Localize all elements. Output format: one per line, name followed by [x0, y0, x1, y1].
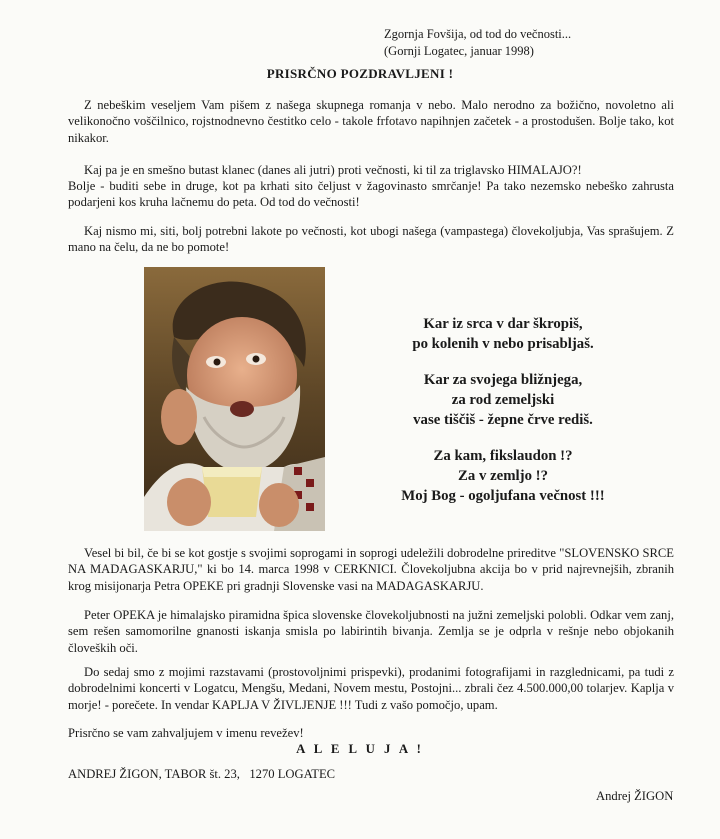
poem-line: Za kam, fikslaudon !?: [433, 448, 573, 464]
paragraph-6: Peter OPEKA je himalajsko piramidna špica slovenske človekoljubnosti na južni zemeljski polobli. Odkar vem zanj, sem rešen samomorilne gnanosti iskanja smisla po labirintih bivanja. Zemlja se je odprla v rešnje nebo objokanih človeških oči.: [68, 608, 674, 655]
poem-line: Moj Bog - ogoljufana večnost !!!: [401, 488, 605, 504]
paragraph-7: Do sedaj smo z mojimi razstavami (prostovoljnimi prispevki), prodanimi fotografijami in razglednicami, pa tudi z dobrodelnimi koncerti v Logatcu, Mengšu, Medani, Novem mestu, Postojni... zbrali čez 4.500.000,00 tolarjev. Kaplja v morje! - porečete. In vendar KAPLJA V ŽIVLJENJE !!! Tudi z vašo pomočjo, upam.: [68, 665, 674, 712]
closing-aleluja: A L E L U J A !: [296, 742, 424, 756]
signature: Andrej ŽIGON: [596, 789, 674, 803]
header-place: Zgornja Fovšija, od tod do večnosti...: [384, 27, 572, 41]
letter-title: PRISRČNO POZDRAVLJENI !: [266, 66, 454, 81]
header-date: (Gornji Logatec, januar 1998): [384, 44, 534, 58]
paragraph-5: Vesel bi bil, če bi se kot gostje s svojimi soprogami in soprogi udeležili dobrodelne prireditve "SLOVENSKO SRCE NA MADAGASKARJU," ki bo 14. marca 1998 v CERKNICI. Človekoljubna akcija bo v prid najrevnejših, zbranih krog misijonarja Petra OPEKE pri gradnji Slovenske vasi na MADAGASKARJU.: [68, 546, 674, 593]
paragraph-4: Kaj nismo mi, siti, bolj potrebni lakote po večnosti, kot ubogi našega (vampastega) človekoljubja, Vas sprašujem. Z mano na čelu, da ne bo pomote!: [68, 224, 674, 255]
poem-line: Za v zemljo !?: [458, 468, 548, 484]
poem-stanza-1: [338, 314, 668, 354]
poem-line: vase tiščiš - žepne črve rediš.: [413, 412, 593, 428]
poem-line: Kar za svojega bližnjega,: [423, 372, 583, 388]
portrait-photo-illustration: [144, 267, 325, 531]
paragraph-8: Prisrčno se vam zahvaljujem v imenu revežev!: [68, 726, 304, 740]
paragraph-3: Bolje - buditi sebe in druge, kot pa krhati sito čeljust v žagovinasto smrčanje! Pa tako nezemsko nebeško zahrusta podarjeni kos kruha lačnemu do peta. Od tod do večnosti!: [68, 179, 674, 210]
poem-line: Kar iz srca v dar škropiš,: [423, 316, 583, 332]
poem-stanza-3: [338, 446, 668, 506]
poem-line: za rod zemeljski: [451, 392, 555, 408]
poem-stanza-2: [338, 370, 668, 430]
poem: [338, 314, 668, 522]
poem-line: po kolenih v nebo prisabljaš.: [412, 336, 594, 352]
place-date-header: [384, 26, 571, 60]
sender-address: ANDREJ ŽIGON, TABOR št. 23, 1270 LOGATEC: [68, 767, 336, 781]
portrait-photo: [144, 267, 325, 531]
paragraph-1: Z nebeškim veseljem Vam pišem z našega skupnega romanja v nebo. Malo nerodno za božično, novoletno ali velikonočno voščilnico, rojstnodnevno čestitko celo - takole frfotavo napihnjen začetek - a prostodušen. Bolje tako, kot nikakor.: [68, 98, 674, 145]
paragraph-2: Kaj pa je en smešno butast klanec (danes ali jutri) proti večnosti, ki til za triglavsko HIMALAJO?!: [84, 163, 582, 177]
